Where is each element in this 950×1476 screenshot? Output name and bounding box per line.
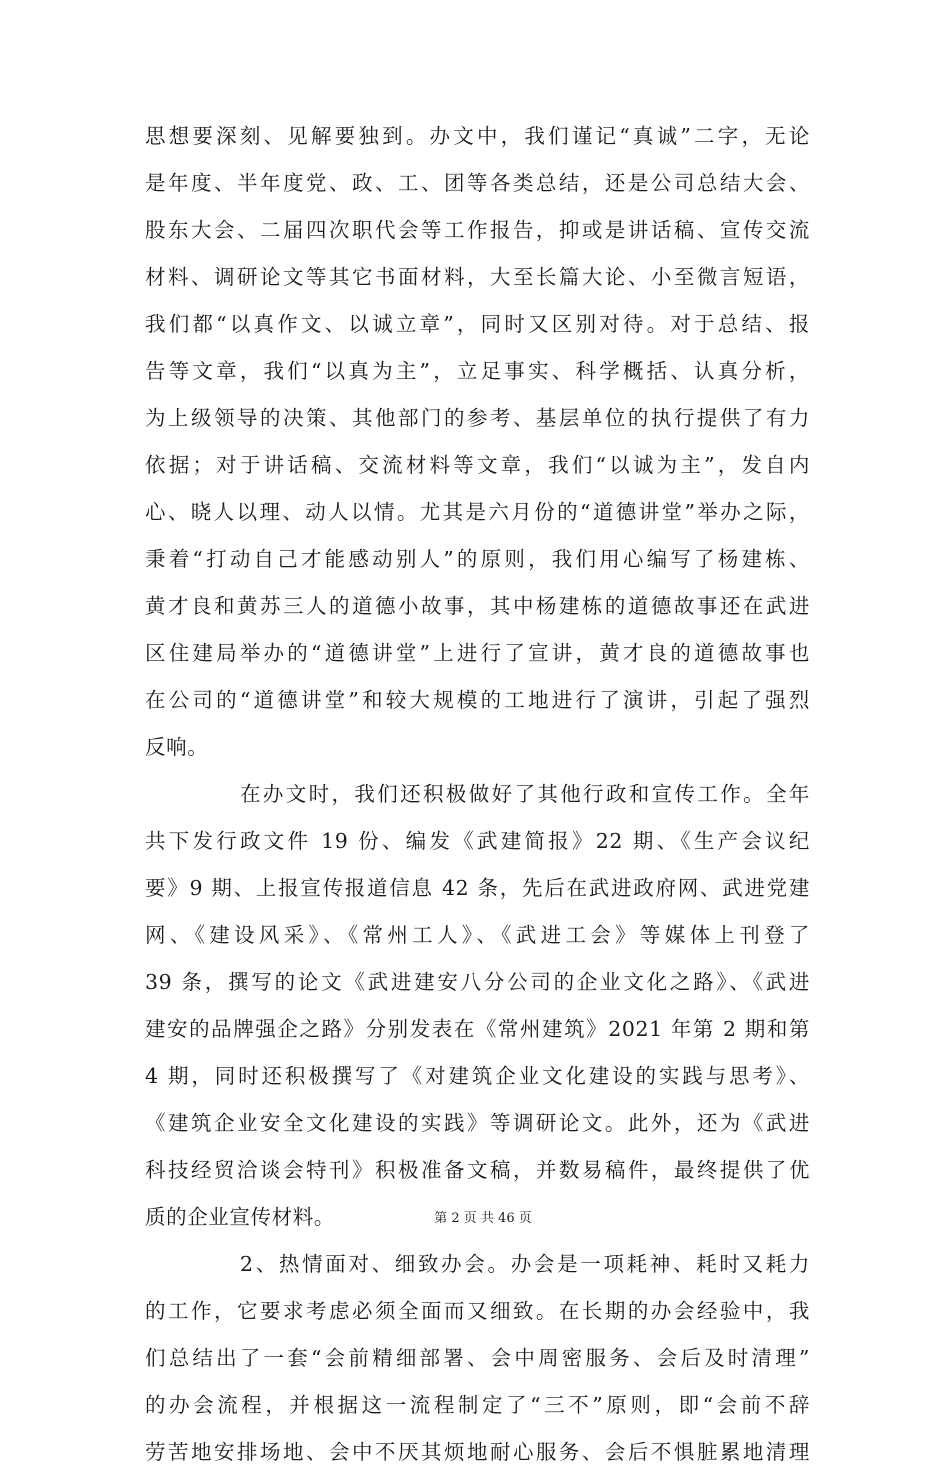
text-line: 我们都“以真作文、以诚立章”，同时又区别对待。对于总结、报 bbox=[145, 312, 810, 336]
text-line: 秉着“打动自己才能感动别人”的原则，我们用心编写了杨建栋、 bbox=[145, 547, 810, 571]
text-line: 材料、调研论文等其它书面材料，大至长篇大论、小至微言短语， bbox=[145, 265, 810, 289]
text-line: 劳苦地安排场地、会中不厌其烦地耐心服务、会后不惧脏累地清理 bbox=[145, 1440, 810, 1464]
text-line: 《建筑企业安全文化建设的实践》等调研论文。此外，还为《武进 bbox=[145, 1111, 810, 1135]
text-line-paragraph-end: 质的企业宣传材料。 bbox=[145, 1205, 335, 1229]
text-line: 心、晓人以理、动人以情。尤其是六月份的“道德讲堂”举办之际， bbox=[145, 500, 810, 524]
paragraph-first-line: 在办文时，我们还积极做好了其他行政和宣传工作。全年 bbox=[240, 782, 810, 806]
text-line: 的工作，它要求考虑必须全面而又细致。在长期的办会经验中，我 bbox=[145, 1299, 810, 1323]
text-line: 科技经贸洽谈会特刊》积极准备文稿，并数易稿件，最终提供了优 bbox=[145, 1158, 810, 1182]
text-line: 共下发行政文件 19 份、编发《武建简报》22 期、《生产会议纪 bbox=[145, 829, 810, 853]
paragraph-first-line: 2、热情面对、细致办会。办会是一项耗神、耗时又耗力 bbox=[240, 1252, 810, 1276]
text-line: 网、《建设风采》、《常州工人》、《武进工会》等媒体上刊登了 bbox=[145, 923, 810, 947]
text-line: 依据；对于讲话稿、交流材料等文章，我们“以诚为主”，发自内 bbox=[145, 453, 810, 477]
text-line: 要》9 期、上报宣传报道信息 42 条，先后在武进政府网、武进党建 bbox=[145, 876, 810, 900]
text-line: 思想要深刻、见解要独到。办文中，我们谨记“真诚”二字，无论 bbox=[145, 124, 810, 148]
text-line: 告等文章，我们“以真为主”，立足事实、科学概括、认真分析， bbox=[145, 359, 810, 383]
text-line: 为上级领导的决策、其他部门的参考、基层单位的执行提供了有力 bbox=[145, 406, 810, 430]
page-number-footer: 第 2 页 共 46 页 bbox=[434, 1211, 532, 1226]
text-line: 是年度、半年度党、政、工、团等各类总结，还是公司总结大会、 bbox=[145, 171, 810, 195]
text-line-paragraph-end: 反响。 bbox=[145, 735, 209, 759]
text-line: 39 条，撰写的论文《武进建安八分公司的企业文化之路》、《武进 bbox=[145, 970, 810, 994]
text-line: 的办会流程，并根据这一流程制定了“三不”原则，即“会前不辞 bbox=[145, 1393, 810, 1417]
text-line: 区住建局举办的“道德讲堂”上进行了宣讲，黄才良的道德故事也 bbox=[145, 641, 810, 665]
text-line: 们总结出了一套“会前精细部署、会中周密服务、会后及时清理” bbox=[145, 1346, 810, 1370]
text-line: 股东大会、二届四次职代会等工作报告，抑或是讲话稿、宣传交流 bbox=[145, 218, 810, 242]
text-line: 在公司的“道德讲堂”和较大规模的工地进行了演讲，引起了强烈 bbox=[145, 688, 810, 712]
text-line: 4 期，同时还积极撰写了《对建筑企业文化建设的实践与思考》、 bbox=[145, 1064, 810, 1088]
text-line: 建安的品牌强企之路》分别发表在《常州建筑》2021 年第 2 期和第 bbox=[145, 1017, 810, 1041]
text-line: 黄才良和黄苏三人的道德小故事，其中杨建栋的道德故事还在武进 bbox=[145, 594, 810, 618]
document-body bbox=[145, 113, 810, 1476]
